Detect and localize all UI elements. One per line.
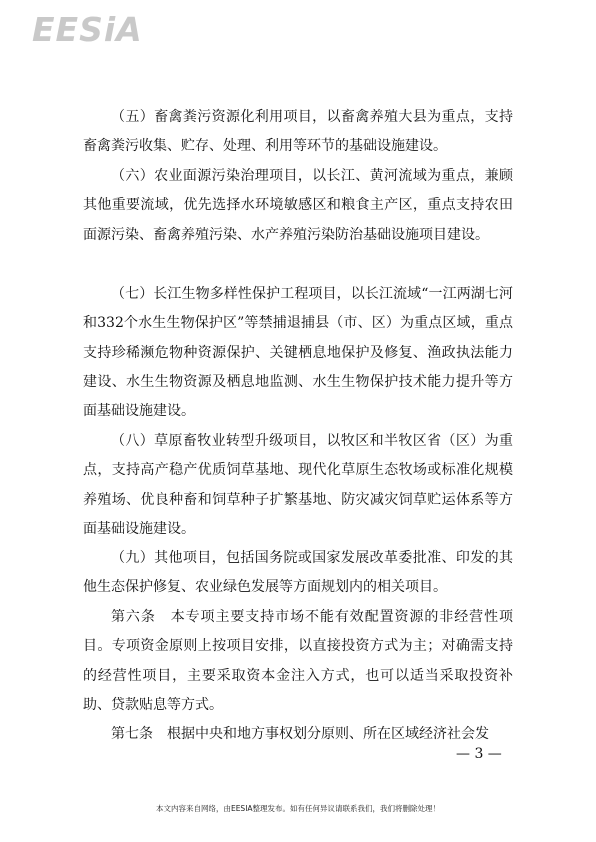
article-6-paragraph: 第六条 本专项主要支持市场不能有效配置资源的非经营性项目。专项资金原则上按项目安排，以直接投资方式为主；对确需支持的经营性项目，主要采取资本金注入方式，也可以适当采取投资补助、贷款贴息等方式。 — [83, 609, 513, 713]
paragraph-item-5: （五）畜禽粪污资源化利用项目，以畜禽养殖大县为重点，支持畜禽粪污收集、贮存、处理、利用等环节的基础设施建设。 — [83, 109, 513, 155]
paragraph-item-8: （八）草原畜牧业转型升级项目，以牧区和半牧区省（区）为重点，支持高产稳产优质饲草基地、现代化草原生态牧场或标准化规模养殖场、优良种畜和饲草种子扩繁基地、防灾减灾饲草贮运体系等方面基础设施建设。 — [83, 433, 513, 537]
eesia-logo: EESiA — [32, 10, 143, 49]
paragraph-item-6: （六）农业面源污染治理项目，以长江、黄河流域为重点，兼顾其他重要流域，优先选择水环境敏感区和粮食主产区，重点支持农田面源污染、畜禽养殖污染、水产养殖污染防治基础设施项目建设。 — [83, 168, 513, 243]
paragraph-item-9: （九）其他项目，包括国务院或国家发展改革委批准、印发的其他生态保护修复、农业绿色发展等方面规划内的相关项目。 — [83, 550, 513, 596]
footer-disclaimer: 本文内容来自网络，由EESIA整理发布。如有任何异议请联系我们，我们将删除处理！ — [155, 804, 441, 813]
article-7-paragraph: 第七条 根据中央和地方事权划分原则、所在区域经济社会发 — [111, 726, 489, 742]
page-number: — 3 — — [456, 746, 502, 762]
paragraph-item-7: （七）长江生物多样性保护工程项目，以长江流域“一江两湖七河和332个水生生物保护区”等禁捕退捕县（市、区）为重点区域，重点支持珍稀濒危物种资源保护、关键栖息地保护及修复、渔政执法能力建设、水生生物资源及栖息地监测、水生生物保护技术能力提升等方面基础设施建设。 — [83, 286, 513, 420]
